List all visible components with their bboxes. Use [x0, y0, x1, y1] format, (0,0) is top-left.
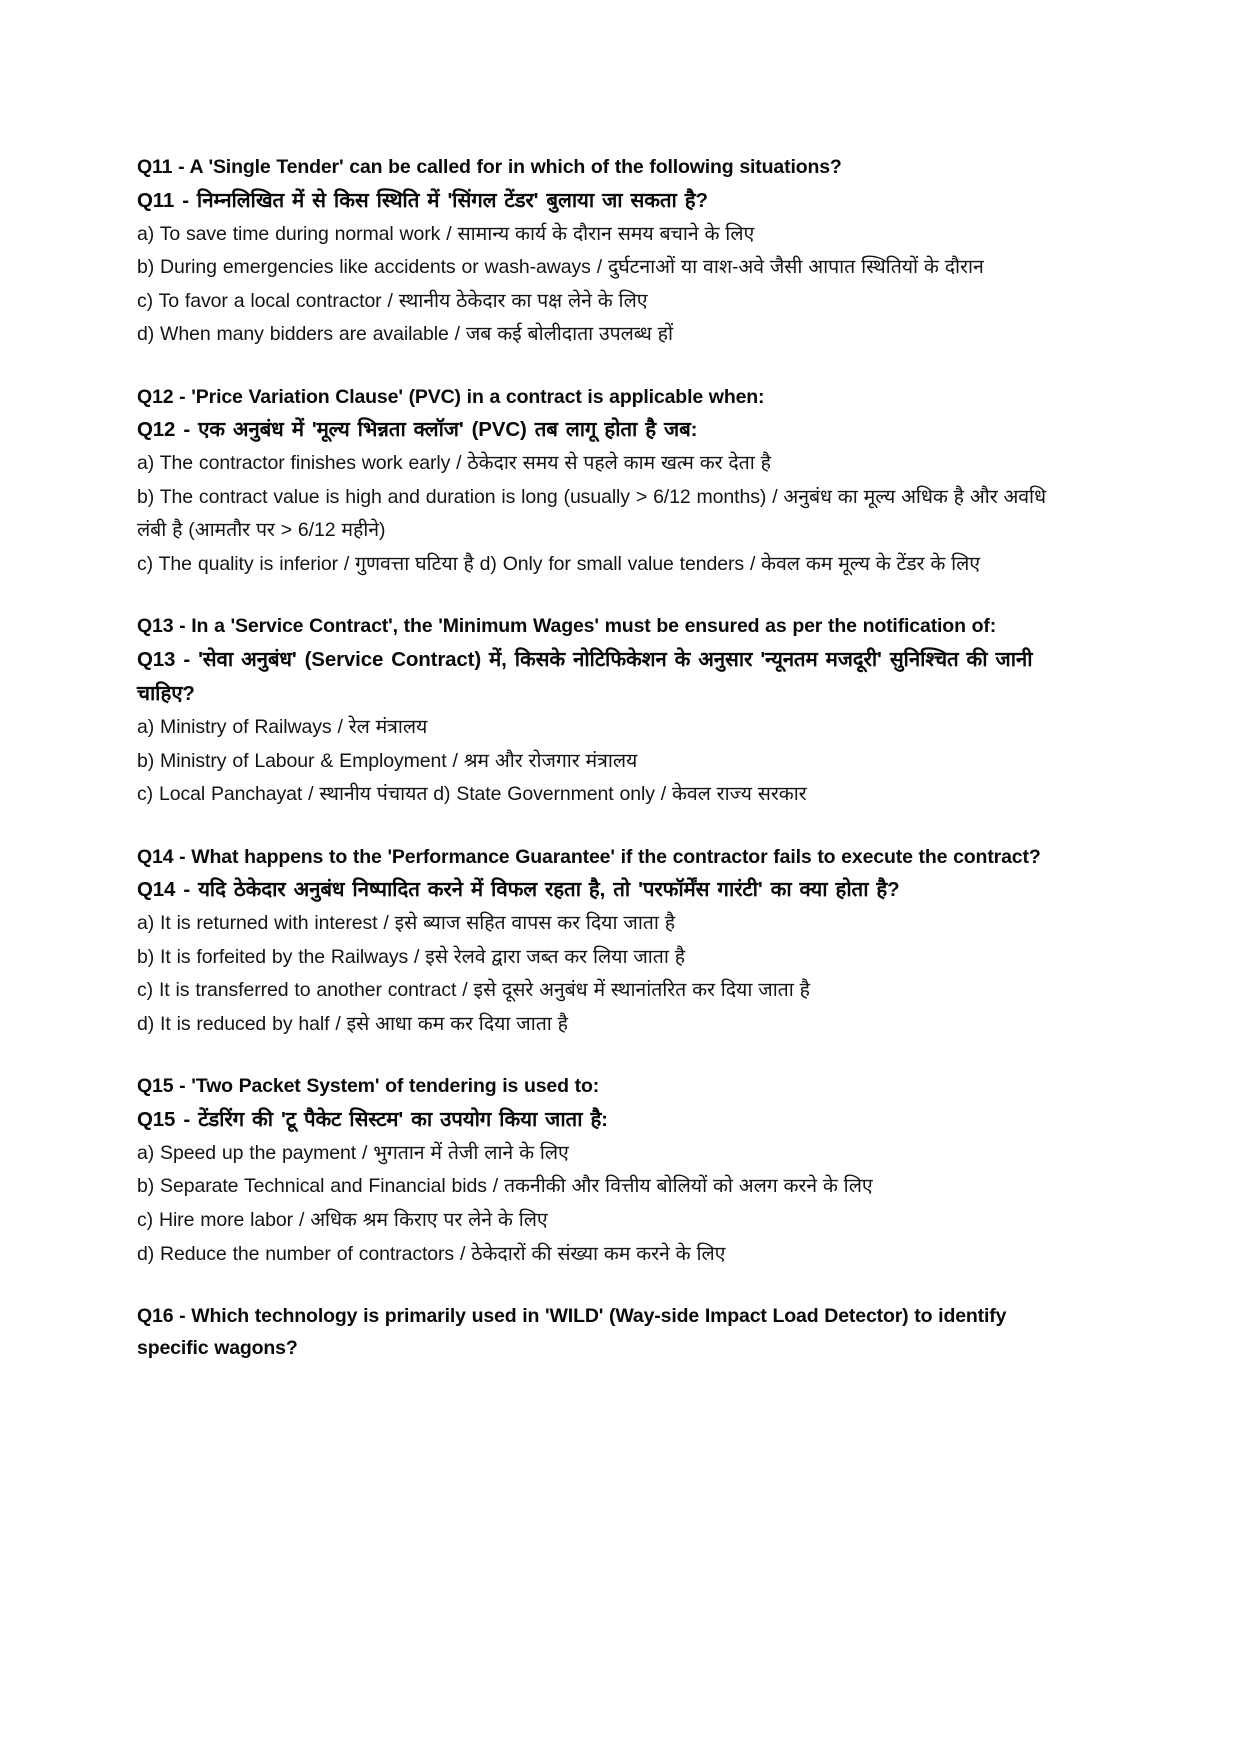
- option-d: d) When many bidders are available / जब कई बोलीदाता उपलब्ध हों: [137, 323, 673, 346]
- question-block-q16: [137, 1301, 1077, 1364]
- option-d: d) Reduce the number of contractors / ठेकेदारों की संख्या कम करने के लिए: [137, 1242, 726, 1265]
- question-block-q12: [137, 382, 1077, 582]
- option-b: b) Separate Technical and Financial bids / तकनीकी और वित्तीय बोलियों को अलग करने के लिए: [137, 1175, 873, 1198]
- question-stem-english: Q11 - A 'Single Tender' can be called for in which of the following situations?: [137, 156, 842, 178]
- question-stem-hindi: Q11 - निम्नलिखित में से किस स्थिति में 'सिंगल टेंडर' बुलाया जा सकता है?: [137, 188, 708, 212]
- option-b: b) The contract value is high and duration is long (usually > 6/12 months) / अनुबंध का मूल्य अधिक है और अवधि लंबी है (आमतौर पर > 6/12 महीने): [137, 485, 1046, 542]
- option-d: d) It is reduced by half / इसे आधा कम कर दिया जाता है: [137, 1012, 568, 1035]
- question-block-q13: [137, 611, 1077, 811]
- question-stem-hindi: Q13 - 'सेवा अनुबंध' (Service Contract) में, किसके नोटिफिकेशन के अनुसार 'न्यूनतम मजदूरी' सुनिश्चित की जानी चाहिए?: [137, 648, 1033, 706]
- option-c: c) Hire more labor / अधिक श्रम किराए पर लेने के लिए: [137, 1209, 548, 1232]
- option-c-and-d: c) Local Panchayat / स्थानीय पंचायत d) State Government only / केवल राज्य सरकार: [137, 783, 807, 806]
- question-stem-hindi: Q14 - यदि ठेकेदार अनुबंध निष्पादित करने में विफल रहता है, तो 'परफॉर्मेंस गारंटी' का क्या होता है?: [137, 878, 900, 902]
- question-stem-english: Q13 - In a 'Service Contract', the 'Minimum Wages' must be ensured as per the notification of:: [137, 615, 997, 638]
- option-c: c) It is transferred to another contract / इसे दूसरे अनुबंध में स्थानांतरित कर दिया जाता है: [137, 979, 810, 1002]
- option-a: a) It is returned with interest / इसे ब्याज सहित वापस कर दिया जाता है: [137, 912, 676, 935]
- option-c-and-d: c) The quality is inferior / गुणवत्ता घटिया है d) Only for small value tenders / केवल कम मूल्य के टेंडर के लिए: [137, 552, 980, 575]
- question-block-q14: [137, 842, 1077, 1042]
- question-stem-english: Q15 - 'Two Packet System' of tendering is used to:: [137, 1075, 600, 1098]
- question-stem-hindi: Q15 - टेंडरिंग की 'टू पैकेट सिस्टम' का उपयोग किया जाता है:: [137, 1107, 608, 1131]
- option-a: a) The contractor finishes work early / ठेकेदार समय से पहले काम खत्म कर देता है: [137, 452, 771, 475]
- option-a: a) Speed up the payment / भुगतान में तेजी लाने के लिए: [137, 1141, 569, 1164]
- question-block-q11: [137, 152, 1077, 352]
- question-block-q15: [137, 1071, 1077, 1271]
- question-stem-english: Q14 - What happens to the 'Performance Guarantee' if the contractor fails to execute the contract?: [137, 845, 1041, 868]
- question-stem-english: Q12 - 'Price Variation Clause' (PVC) in a contract is applicable when:: [137, 385, 765, 408]
- question-stem-hindi: Q12 - एक अनुबंध में 'मूल्य भिन्नता क्लॉज' (PVC) तब लागू होता है जब:: [137, 418, 698, 442]
- option-b: b) Ministry of Labour & Employment / श्रम और रोजगार मंत्रालय: [137, 749, 638, 772]
- option-b: b) It is forfeited by the Railways / इसे रेलवे द्वारा जब्त कर लिया जाता है: [137, 945, 685, 968]
- option-a: a) To save time during normal work / सामान्य कार्य के दौरान समय बचाने के लिए: [137, 222, 755, 245]
- option-c: c) To favor a local contractor / स्थानीय ठेकेदार का पक्ष लेने के लिए: [137, 289, 648, 312]
- option-a: a) Ministry of Railways / रेल मंत्रालय: [137, 716, 428, 739]
- question-stem-english: Q16 - Which technology is primarily used in 'WILD' (Way-side Impact Load Detector) to identify specific wagons?: [137, 1305, 1007, 1359]
- document-content: [137, 152, 1077, 1364]
- option-b: b) During emergencies like accidents or wash-aways / दुर्घटनाओं या वाश-अवे जैसी आपात स्थितियों के दौरान: [137, 256, 984, 279]
